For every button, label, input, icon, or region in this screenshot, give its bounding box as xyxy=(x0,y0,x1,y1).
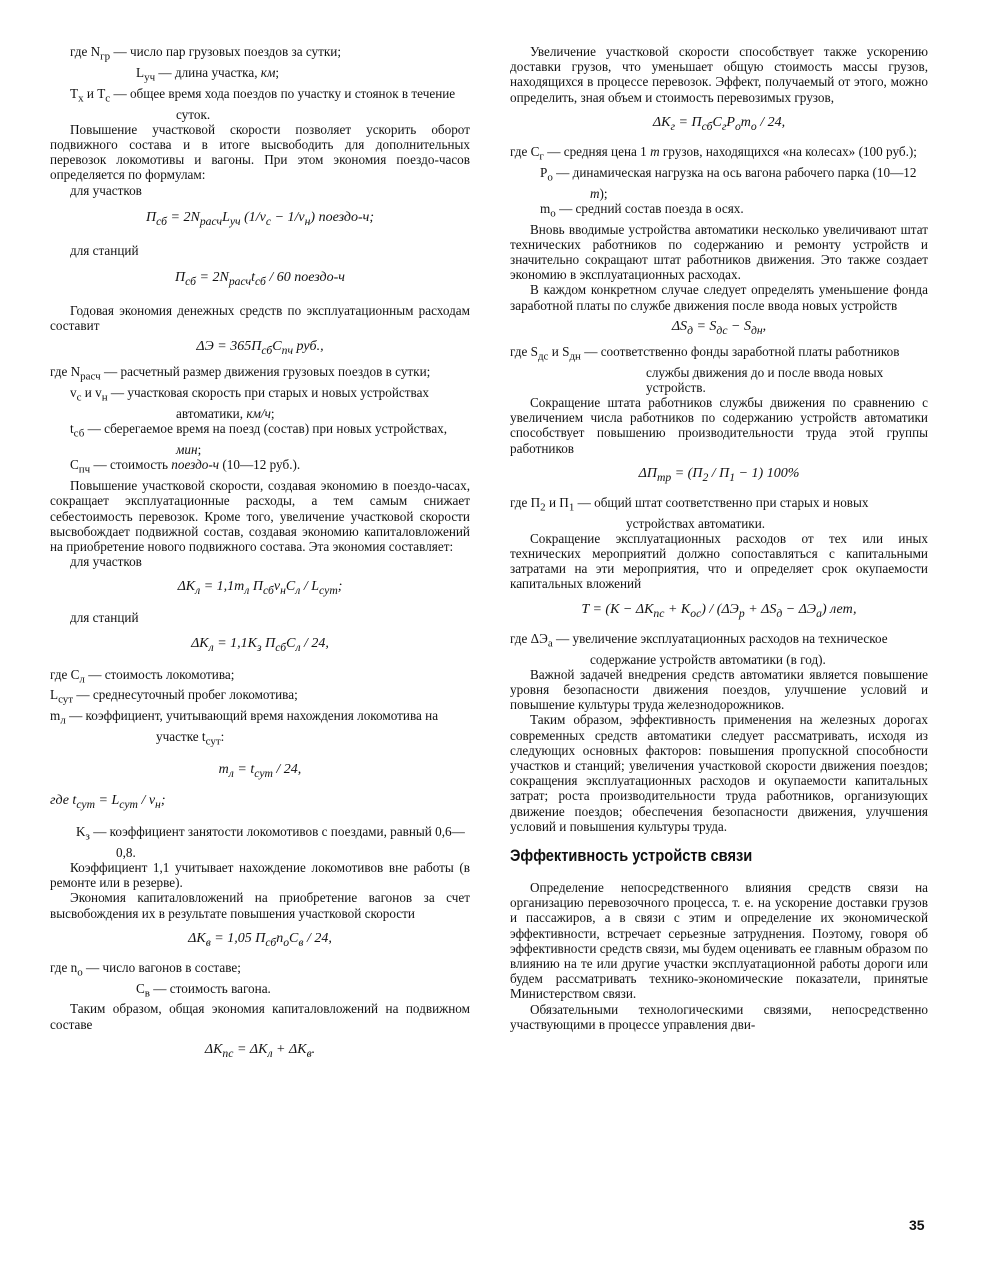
formula: $\Delta Э = 365П_{сб}С_{пч}$ руб., xyxy=(196,339,324,358)
paragraph: Годовая экономия денежных средств по эксплуатационным расходам составит xyxy=(50,302,470,334)
formula: $\Delta K_л = 1,1K_з$ $П_{сб}С_л / 24$, xyxy=(191,635,329,654)
paragraph: Коэффициент 1,1 учитывает нахождение локомотивов вне работы (в ремонте или в резерве). xyxy=(50,859,470,891)
paragraph: Таким образом, общая экономия капиталовложений на подвижном составе xyxy=(50,1001,470,1032)
definitions-block-3 xyxy=(510,495,928,531)
definitions-block-1 xyxy=(50,44,470,122)
definition: где $N_{расч}$ — расчетный размер движения грузовых поездов в сутки; xyxy=(50,364,431,383)
page-number: 35 xyxy=(909,1217,925,1233)
formula: $\Delta K_в = 1,05$ $П_{сб}n_оС_в / 24$, xyxy=(188,930,332,949)
paragraph: В каждом конкретном случае следует определять уменьшение фонда заработной платы по службе движения после ввода новых устройств xyxy=(510,282,928,313)
definitions-block-4 xyxy=(510,631,928,667)
formula: $T = (K - \Delta K_{пс} + K_{ос}) / (\Delta Э_р + \Delta S_д - \Delta Э_а)$ лет, xyxy=(581,601,857,620)
definition: где $N_{гр}$ — число пар грузовых поездов за сутки; xyxy=(70,44,342,63)
formula: $\Delta K_г = П_{сб}С_гP_оm_о / 24$, xyxy=(652,114,786,133)
paragraph: Таким образом, эффективность применения на железных дорогах современных средств автоматики следует рассматривать, исходя из следующих основных факторов: повышения пропускной способности участков и станций; увеличения участковой скорости движения поездов; сокращения эксплуатационных расходов и окупаемости капитальных затрат; роста производительности труда работников, организующих движение поездов; обеспечения безопасности движения, улучшения условий и повышения культуры труда. xyxy=(510,712,928,834)
definition: где $\Delta Э_а$ — увеличение эксплуатационных расходов на техническое содержание устройств автоматики (в год). xyxy=(510,630,888,667)
formula: $\Delta П_{тр} = (П_2 / П_1 - 1)$ 100% xyxy=(638,465,800,484)
formula: $m_л = t_{сут} / 24$, xyxy=(218,761,302,780)
paragraph: Вновь вводимые устройства автоматики несколько увеличивают штат технических работников по содержанию и ремонту устройств и значительно сокращают штат работников движения. Это также создает экономию в эксплуатационных расходах. xyxy=(510,221,928,283)
definition: где $С_г$ — средняя цена 1 т грузов, находящихся «на колесах» (100 руб.); xyxy=(510,143,917,163)
definitions-block-2 xyxy=(50,364,470,478)
formula: $\Delta K_{пс} = \Delta K_л + \Delta K_в$. xyxy=(204,1041,316,1060)
paragraph: Важной задачей внедрения средств автоматики является повышение уровня безопасности движения поездов, улучшение условий и повышение культуры труда железнодорожников. xyxy=(510,666,928,713)
definition: $K_з$ — коэффициент занятости локомотивов с поездами, равный 0,6—0,8. xyxy=(76,823,465,860)
definitions-block-1 xyxy=(510,144,928,222)
definition: где $S_{дс}$ и $S_{дн}$ — соответственно фонды заработной платы работников службы движения до и после ввода новых устройств. xyxy=(510,343,900,395)
definitions-block-4 xyxy=(50,824,470,860)
formula: $\Delta S_д = S_{дс} - S_{дн}$, xyxy=(671,318,767,337)
definition: $P_о$ — динамическая нагрузка на ось вагона рабочего парка (10—12 т); xyxy=(540,164,917,201)
definition: $С_в$ — стоимость вагона. xyxy=(136,980,271,1000)
definition: $m_о$ — средний состав поезда в осях. xyxy=(540,200,744,220)
definition: $L_{сут}$ — среднесуточный пробег локомотива; xyxy=(50,687,298,707)
label: для станций xyxy=(70,610,139,626)
label: для участков xyxy=(70,554,142,570)
formula: $П_{сб} = 2N_{расч}L_{уч}$ $(1/v_с - 1/v_н)$ поездо-ч; xyxy=(146,209,374,228)
definition: $T_х$ и $T_с$ — общее время хода поездов по участку и стоянок в течение суток. xyxy=(70,85,456,122)
paragraph: Повышение участковой скорости, создавая экономию в поездо-часах, сокращает эксплуатационные расходы, а тем самым снижает себестоимость перевозок. Кроме того, увеличение участковой скорости высвобождает подвижной состав, создавая экономию капиталовложений на приобретение нового подвижного состава. Эта экономия составляет: xyxy=(50,478,470,554)
definition: $v_с$ и $v_н$ — участковая скорость при старых и новых устройствах автоматики, км/ч; xyxy=(70,385,430,422)
paragraph: Увеличение участковой скорости способствует также ускорению доставки грузов, что уменьшает общую стоимость массы грузов, находящихся в процессе перевозок. Эффект, получаемый от этого, можно определить, зная объем и стоимость перевозимых грузов, xyxy=(510,44,928,105)
paragraph: Сокращение эксплуатационных расходов от тех или иных технических мероприятий должно сопоставляться с капитальными затратами на эти мероприятия, что и определяет срок окупаемости капитальных вложений xyxy=(510,530,928,592)
definitions-block-2 xyxy=(510,344,928,395)
paragraph: Определение непосредственного влияния средств связи на организацию перевозочного процесса, т. е. на ускорение доставки грузов и пассажиров, а в связи с этим и определение их экономической эффективности, встречает серьезные затруднения. Поэтому, говоря об эффективности средств связи, мы будем оценивать ее главным образом по влиянию на те или другие участки эксплуатационной работы дороги или будем рассматривать технико-экономические показатели, принятые Министерством связи. xyxy=(510,879,928,1002)
paragraph: Экономия капиталовложений на приобретение вагонов за счет высвобождения их в результате повышения участковой скорости xyxy=(50,890,470,921)
left-column xyxy=(50,44,470,1061)
label: для участков xyxy=(70,182,142,198)
definition: где $П_2$ и $П_1$ — общий штат соответственно при старых и новых устройствах автоматики. xyxy=(510,494,869,531)
definition: $L_{уч}$ — длина участка, км; xyxy=(136,64,280,84)
paragraph: Повышение участковой скорости позволяет ускорить оборот подвижного состава и в итоге высвободить для дополнительных перевозок локомотивы и вагоны. При этом экономия поездо-часов определяется по формулам: xyxy=(50,121,470,183)
section-heading: Эффективность устройств связи xyxy=(510,845,753,865)
formula: $П_{сб} = 2N_{расч}t_{сб} / 60$ поездо-ч xyxy=(175,269,345,288)
definition: $t_{сб}$ — сберегаемое время на поезд (состав) при новых устройствах, мин; xyxy=(70,421,448,458)
formula: где $t_{сут} = L_{сут} / v_н$; xyxy=(50,792,166,811)
definition: $m_л$ — коэффициент, учитывающий время нахождения локомотива на участке $t_{сут}$: xyxy=(50,708,439,748)
definitions-block-3 xyxy=(50,667,470,750)
paragraph: Сокращение штата работников службы движения по сравнению с увеличением числа работников по содержанию устройств автоматики способствует повышению производительности труда этой группы работников xyxy=(510,395,928,456)
definition: где $С_л$ — стоимость локомотива; xyxy=(50,666,235,686)
formula: $\Delta K_л = 1,1m_л$ $П_{сб}v_нС_л / L_{сут}$; xyxy=(177,579,343,598)
right-column xyxy=(510,44,928,1032)
definition: где $n_о$ — число вагонов в составе; xyxy=(50,959,241,979)
definitions-block-5 xyxy=(50,960,470,1002)
label: для станций xyxy=(70,242,139,258)
definition: $С_{пч}$ — стоимость поездо-ч (10—12 руб.). xyxy=(70,457,301,476)
paragraph: Обязательными технологическими связями, непосредственно участвующими в процессе управления дви- xyxy=(510,1001,928,1032)
